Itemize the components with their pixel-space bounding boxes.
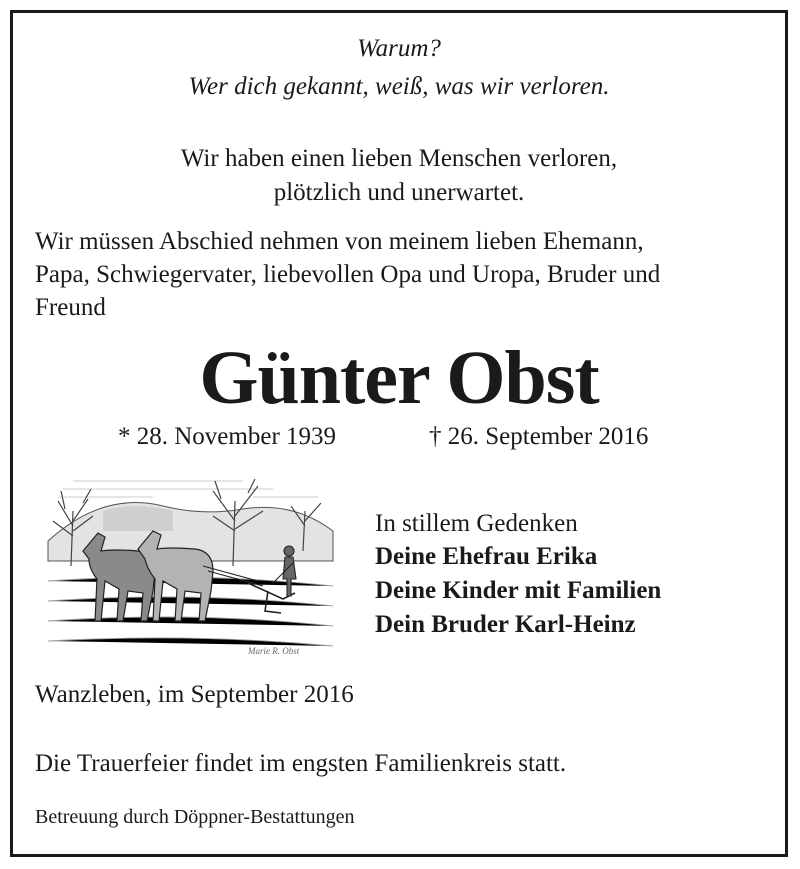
intro-line-1: Wir haben einen lieben Menschen verloren,: [180, 145, 618, 172]
mourner-1: Deine Ehefrau Erika: [375, 543, 598, 570]
birth-date: * 28. November 1939: [118, 423, 337, 450]
quote-line-1: Warum?: [357, 35, 441, 62]
horses-plowing-illustration: [43, 471, 339, 665]
farewell-line-3: Freund: [35, 294, 106, 321]
undertaker: Betreuung durch Döppner-Bestattungen: [35, 806, 355, 828]
obituary-notice: [10, 10, 788, 857]
place-and-date: Wanzleben, im September 2016: [35, 681, 354, 708]
quote-line-2: Wer dich gekannt, weiß, was wir verloren.: [188, 73, 610, 100]
death-date: † 26. September 2016: [429, 423, 649, 450]
intro-line-2: plötzlich und unerwartet.: [273, 179, 525, 206]
funeral-note: Die Trauerfeier findet im engsten Familienkreis statt.: [35, 750, 567, 777]
farewell-line-1: Wir müssen Abschied nehmen von meinem lieben Ehemann,: [35, 228, 644, 255]
mourner-3: Dein Bruder Karl-Heinz: [375, 611, 636, 638]
mourner-2: Deine Kinder mit Familien: [375, 577, 662, 604]
illustration-signature: Marie R. Obst: [248, 646, 300, 656]
deceased-name: Günter Obst: [199, 336, 599, 420]
farewell-line-2: Papa, Schwiegervater, liebevollen Opa und Uropa, Bruder und: [35, 261, 661, 288]
mourners-heading: In stillem Gedenken: [375, 510, 578, 537]
